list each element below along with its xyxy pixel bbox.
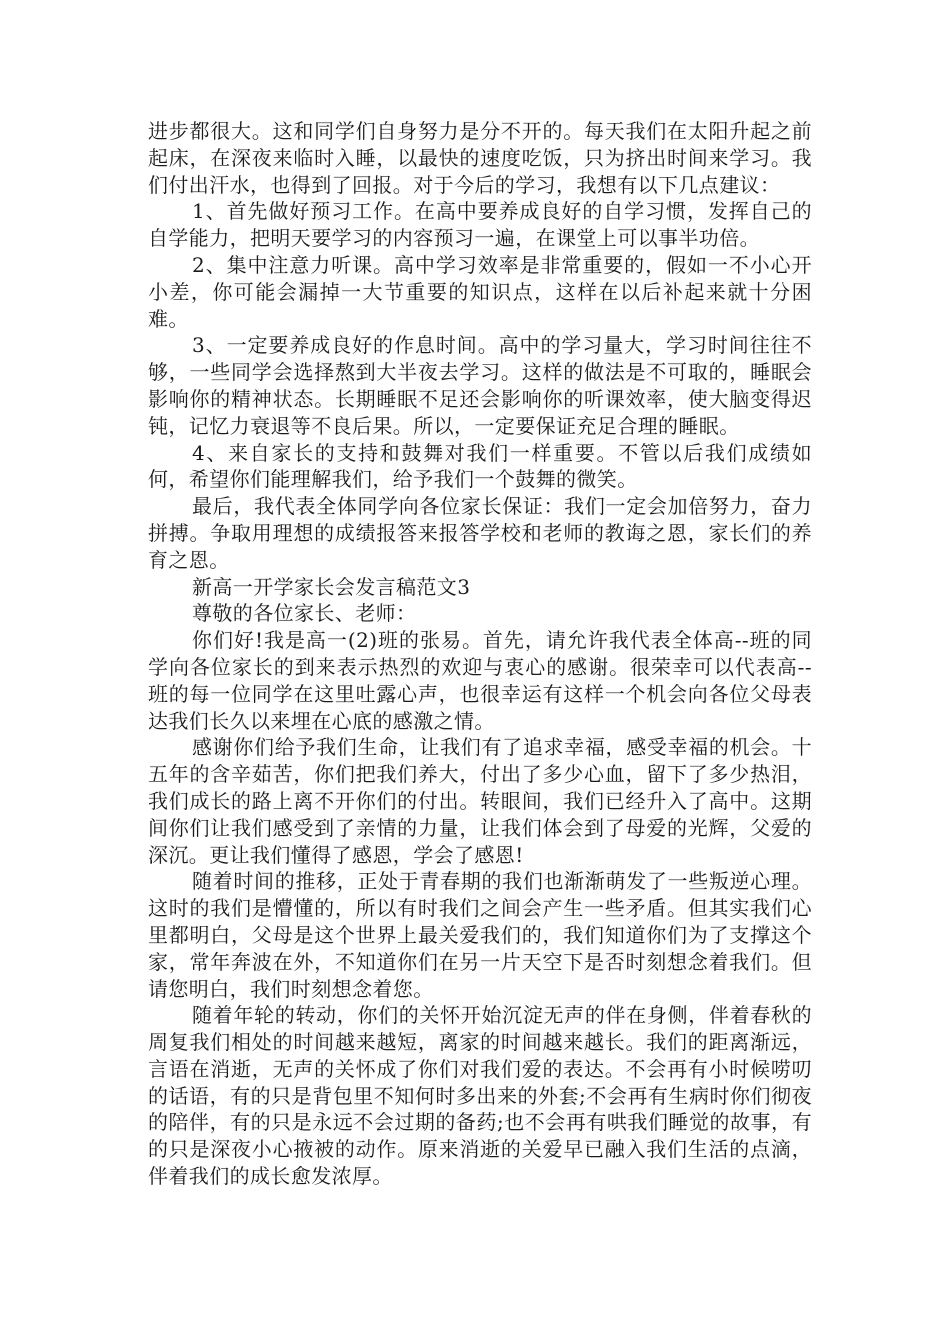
- paragraph-suggestion-1: 1、首先做好预习工作。在高中要养成良好的自学习惯，发挥自己的自学能力，把明天要学习的内容预习一遍，在课堂上可以事半功倍。: [148, 199, 812, 251]
- paragraph-suggestion-4: 4、来自家长的支持和鼓舞对我们一样重要。不管以后我们成绩如何，希望你们能理解我们，给予我们一个鼓舞的微笑。: [148, 440, 812, 492]
- paragraph-greeting: 你们好!我是高一(2)班的张易。首先，请允许我代表全体高--班的同学向各位家长的到来表示热烈的欢迎与衷心的感谢。很荣幸可以代表高--班的每一位同学在这里吐露心声，也很幸运有这样一个机会向各位父母表达我们长久以来埋在心底的感激之情。: [148, 628, 812, 733]
- paragraph-adolescence: 随着时间的推移，正处于青春期的我们也渐渐萌发了一些叛逆心理。这时的我们是懵懂的，所以有时我们之间会产生一些矛盾。但其实我们心里都明白，父母是这个世界上最关爱我们的，我们知道你们为了支撑这个家，常年奔波在外，不知道你们在另一片天空下是否时刻想念着我们。但请您明白，我们时刻想念着您。: [148, 869, 812, 1001]
- paragraph-continuation: 进步都很大。这和同学们自身努力是分不开的。每天我们在太阳升起之前起床，在深夜来临时入睡，以最快的速度吃饭，只为挤出时间来学习。我们付出汗水，也得到了回报。对于今后的学习，我想有以下几点建议：: [148, 119, 812, 197]
- paragraph-growth: 随着年轮的转动，你们的关怀开始沉淀无声的伴在身侧，伴着春秋的周复我们相处的时间越来越短，离家的时间越来越长。我们的距离渐远，言语在消逝，无声的关怀成了你们对我们爱的表达。不会再有小时候唠叨的话语，有的只是背包里不知何时多出来的外套;不会再有生病时你们彻夜的陪伴，有的只是永远不会过期的备药;也不会再有哄我们睡觉的故事，有的只是深夜小心掖被的动作。原来消逝的关爱早已融入我们生活的点滴，伴着我们的成长愈发浓厚。: [148, 1003, 812, 1189]
- document-body: [148, 118, 812, 1190]
- paragraph-suggestion-3: 3、一定要养成良好的作息时间。高中的学习量大，学习时间往往不够，一些同学会选择熬到大半夜去学习。这样的做法是不可取的，睡眠会影响你的精神状态。长期睡眠不足还会影响你的听课效率，使大脑变得迟钝，记忆力衰退等不良后果。所以，一定要保证充足合理的睡眠。: [148, 333, 812, 438]
- salutation: 尊敬的各位家长、老师：: [192, 601, 417, 626]
- paragraph-gratitude: 感谢你们给予我们生命，让我们有了追求幸福，感受幸福的机会。十五年的含辛茹苦，你们把我们养大，付出了多少心血，留下了多少热泪，我们成长的路上离不开你们的付出。转眼间，我们已经升入了高中。这期间你们让我们感受到了亲情的力量，让我们体会到了母爱的光辉，父爱的深沉。更让我们懂得了感恩，学会了感恩!: [148, 735, 812, 867]
- section-heading: 新高一开学家长会发言稿范文3: [192, 574, 471, 599]
- paragraph-suggestion-2: 2、集中注意力听课。高中学习效率是非常重要的，假如一不小心开小差，你可能会漏掉一大节重要的知识点，这样在以后补起来就十分困难。: [148, 252, 812, 331]
- paragraph-conclusion: 最后，我代表全体同学向各位家长保证：我们一定会加倍努力，奋力拼搏。争取用理想的成绩报答来报答学校和老师的教诲之恩，家长们的养育之恩。: [148, 494, 812, 572]
